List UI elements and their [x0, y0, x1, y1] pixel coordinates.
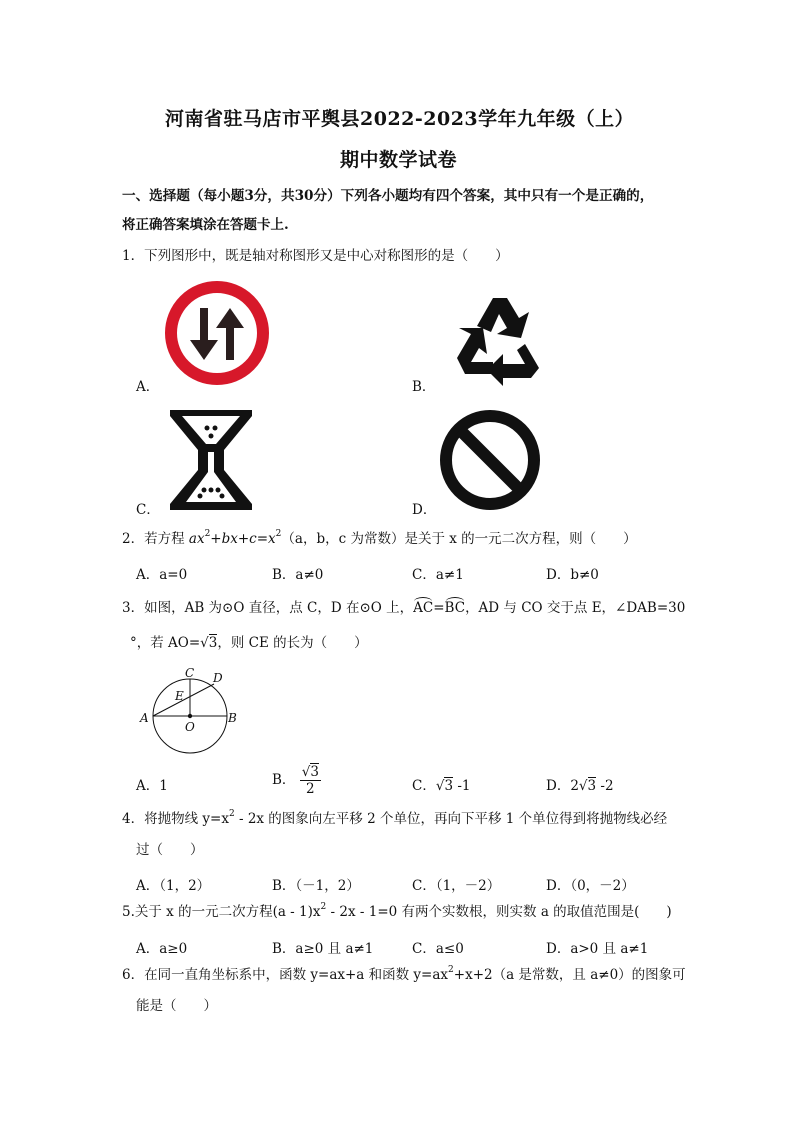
hourglass-sign-icon [164, 406, 258, 514]
question-3-line2 [130, 637, 368, 651]
question-6-line2: 能是（ ） [136, 998, 217, 1014]
q2-option-a: A．a=0 [136, 567, 188, 583]
q6-line1-b: +x+2（a 是常数，且 a≠0）的图象可 [453, 967, 686, 983]
q3-option-b-num: 3 [310, 764, 319, 780]
q4-square: 2 [228, 809, 235, 819]
q6-square: 2 [448, 965, 454, 975]
question-4-line2: 过（ ） [136, 842, 204, 858]
q1-option-a-label: A． [136, 379, 160, 395]
q3-option-d [546, 774, 614, 794]
q2-option-b: B．a≠0 [272, 567, 324, 583]
q4-option-c: C．（1，－2） [412, 878, 501, 894]
question-4-line1 [122, 809, 668, 827]
q3-eq: = [433, 600, 445, 616]
question-6-line1 [122, 965, 686, 983]
q3-part1: 3．如图，AB 为⊙O 直径，点 C，D 在⊙O 上， [122, 600, 414, 616]
q4-option-a: A．（1，2） [136, 878, 211, 894]
fig-label-a: A [140, 711, 149, 725]
fig-label-d: D [213, 671, 223, 685]
two-way-arrows-sign-icon [164, 280, 270, 386]
q3-option-a: A．1 [136, 778, 168, 794]
q6-line1-a: 6．在同一直角坐标系中，函数 y=ax+a 和函数 y=ax [122, 967, 449, 983]
section-heading-line2: 将正确答案填涂在答题卡上. [122, 217, 289, 233]
q4-line1-b: - 2x 的图象向左平移 2 个单位，再向下平移 1 个单位得到将抛物线必经 [234, 811, 668, 827]
sqrt-symbol: √ [301, 764, 311, 780]
q3-option-d-suffix: -2 [596, 778, 614, 794]
q2-expr-b: +bx+c=x [210, 531, 276, 547]
q3-option-c-rad: 3 [444, 778, 454, 794]
q2-option-c: C．a≠1 [412, 567, 464, 583]
q5-option-c: C．a≤0 [412, 941, 464, 957]
q1-option-d-label: D． [412, 502, 437, 518]
q3-root3: 3 [208, 635, 218, 651]
q5-square: 2 [320, 902, 327, 912]
q2-suffix: （a，b，c 为常数）是关于 x 的一元二次方程，则（ ） [281, 531, 637, 547]
q2-prefix: 2．若方程 [122, 531, 189, 547]
q2-expr-a: ax [188, 531, 205, 547]
q4-option-d: D．（0，－2） [546, 878, 635, 894]
q3-option-d-rad: 3 [587, 778, 597, 794]
q3-part2: ，AD 与 CO 交于点 E，∠DAB=30 [465, 600, 686, 616]
q3-option-c-prefix: C． [412, 778, 436, 794]
q3-option-b [272, 764, 321, 797]
q3-option-c-suffix: -1 [453, 778, 471, 794]
fig-label-c: C [185, 666, 195, 680]
question-1-text: 1．下列图形中，既是轴对称图形又是中心对称图形的是（ ） [122, 248, 509, 264]
q3-option-c [412, 774, 471, 794]
q3-option-b-prefix: B． [272, 772, 296, 788]
recycle-symbol-icon [437, 282, 559, 388]
q3-arc-ac: AC [413, 600, 434, 616]
sqrt-symbol: √ [578, 778, 588, 794]
q2-square: 2 [204, 529, 211, 539]
fig-label-b: B [228, 711, 237, 725]
sqrt-symbol: √ [200, 635, 209, 651]
q5-option-b: B．a≥0 且 a≠1 [272, 941, 374, 957]
q3-option-b-fraction [300, 764, 321, 797]
q2-option-d: D．b≠0 [546, 567, 599, 583]
q3-option-b-den: 2 [306, 781, 315, 797]
question-2-text [122, 529, 637, 547]
section-heading-line1: 一、选择题（每小题3分，共30分）下列各小题均有四个答案，其中只有一个是正确的， [122, 188, 654, 204]
q3-line2-a: °，若 AO= [130, 635, 201, 651]
prohibition-sign-icon [438, 408, 542, 512]
q5-option-a: A．a≥0 [136, 941, 188, 957]
q1-option-b-label: B． [412, 379, 436, 395]
q3-line2-b: ，则 CE 的长为（ ） [217, 635, 368, 651]
q4-line1-a: 4．将抛物线 y=x [122, 811, 229, 827]
q3-arc-bc: BC [444, 600, 466, 616]
sqrt-symbol: √ [435, 778, 445, 794]
exam-title-line1: 河南省驻马店市平舆县2022-2023学年九年级（上） [165, 108, 635, 130]
q3-option-d-prefix: D．2 [546, 778, 579, 794]
q5-line-a: 5.关于 x 的一元二次方程(a - 1)x [122, 904, 321, 920]
exam-title-line2: 期中数学试卷 [340, 149, 458, 171]
question-3-line1 [122, 602, 685, 616]
q5-option-d: D．a>0 且 a≠1 [546, 941, 649, 957]
q1-option-c-label: C． [136, 502, 160, 518]
q4-option-b: B．（－1，2） [272, 878, 360, 894]
fig-label-o: O [185, 720, 195, 734]
q5-line-b: - 2x - 1=0 有两个实数根，则实数 a 的取值范围是( ) [326, 904, 672, 920]
question-5-line [122, 902, 672, 920]
fig-label-e: E [175, 689, 184, 703]
q2-square-2: 2 [275, 529, 282, 539]
